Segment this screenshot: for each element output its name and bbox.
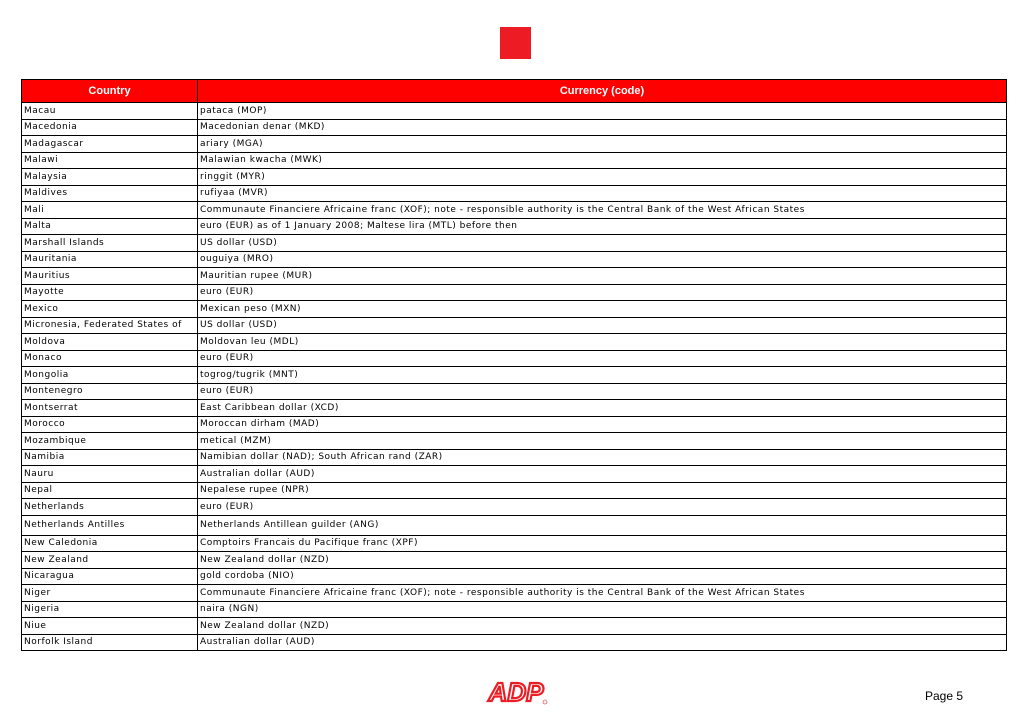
currency-cell: Mexican peso (MXN) — [198, 301, 1007, 318]
country-cell: Madagascar — [22, 136, 198, 153]
currency-cell: Nepalese rupee (NPR) — [198, 482, 1007, 499]
country-cell: Nepal — [22, 482, 198, 499]
country-cell: Moldova — [22, 334, 198, 351]
country-cell: Mauritius — [22, 268, 198, 285]
country-cell: Mongolia — [22, 367, 198, 384]
table-row — [22, 350, 1007, 367]
currency-cell: gold cordoba (NIO) — [198, 568, 1007, 585]
currency-table-container — [21, 79, 1006, 651]
table-row — [22, 119, 1007, 136]
table-body — [22, 103, 1007, 651]
table-row — [22, 136, 1007, 153]
country-cell: Macau — [22, 103, 198, 120]
country-cell: Namibia — [22, 449, 198, 466]
country-cell: Mali — [22, 202, 198, 219]
currency-cell: ringgit (MYR) — [198, 169, 1007, 186]
table-row — [22, 367, 1007, 384]
country-cell: Micronesia, Federated States of — [22, 317, 198, 334]
country-cell: Malaysia — [22, 169, 198, 186]
table-row — [22, 202, 1007, 219]
table-row — [22, 433, 1007, 450]
currency-cell: ariary (MGA) — [198, 136, 1007, 153]
table-row — [22, 499, 1007, 516]
table-row — [22, 416, 1007, 433]
country-cell: Maldives — [22, 185, 198, 202]
table-row — [22, 334, 1007, 351]
currency-cell: togrog/tugrik (MNT) — [198, 367, 1007, 384]
currency-cell: Netherlands Antillean guilder (ANG) — [198, 515, 1007, 535]
currency-cell: naira (NGN) — [198, 601, 1007, 618]
country-cell: Nauru — [22, 466, 198, 483]
currency-cell: New Zealand dollar (NZD) — [198, 552, 1007, 569]
table-row — [22, 251, 1007, 268]
table-row — [22, 449, 1007, 466]
country-cell: Mexico — [22, 301, 198, 318]
currency-cell: Mauritian rupee (MUR) — [198, 268, 1007, 285]
table-row — [22, 185, 1007, 202]
currency-cell: pataca (MOP) — [198, 103, 1007, 120]
table-row — [22, 152, 1007, 169]
currency-cell: Australian dollar (AUD) — [198, 634, 1007, 651]
currency-cell: ouguiya (MRO) — [198, 251, 1007, 268]
table-row — [22, 568, 1007, 585]
table-row — [22, 268, 1007, 285]
table-row — [22, 383, 1007, 400]
currency-cell: Moroccan dirham (MAD) — [198, 416, 1007, 433]
country-cell: New Zealand — [22, 552, 198, 569]
page-number: Page 5 — [925, 689, 964, 703]
currency-cell: Moldovan leu (MDL) — [198, 334, 1007, 351]
country-cell: Malta — [22, 218, 198, 235]
currency-cell: East Caribbean dollar (XCD) — [198, 400, 1007, 417]
brand-square — [500, 27, 531, 59]
country-cell: Macedonia — [22, 119, 198, 136]
table-row — [22, 482, 1007, 499]
currency-table — [21, 79, 1007, 651]
currency-cell: euro (EUR) as of 1 January 2008; Maltese lira (MTL) before then — [198, 218, 1007, 235]
currency-cell: US dollar (USD) — [198, 235, 1007, 252]
country-cell: Netherlands Antilles — [22, 515, 198, 535]
table-header-row — [22, 80, 1007, 103]
country-cell: Montenegro — [22, 383, 198, 400]
currency-cell: Communaute Financiere Africaine franc (XOF); note - responsible authority is the Central Bank of the West African States — [198, 202, 1007, 219]
currency-cell: Comptoirs Francais du Pacifique franc (XPF) — [198, 535, 1007, 552]
table-row — [22, 634, 1007, 651]
table-row — [22, 618, 1007, 635]
svg-text:ADP: ADP — [488, 677, 544, 706]
country-cell: Niue — [22, 618, 198, 635]
table-row — [22, 317, 1007, 334]
currency-cell: euro (EUR) — [198, 284, 1007, 301]
country-cell: Netherlands — [22, 499, 198, 516]
table-row — [22, 400, 1007, 417]
country-cell: Norfolk Island — [22, 634, 198, 651]
table-row — [22, 515, 1007, 535]
table-row — [22, 535, 1007, 552]
country-cell: Niger — [22, 585, 198, 602]
header-currency: Currency (code) — [198, 80, 1007, 103]
table-row — [22, 466, 1007, 483]
currency-cell: Communaute Financiere Africaine franc (XOF); note - responsible authority is the Central Bank of the West African States — [198, 585, 1007, 602]
table-row — [22, 301, 1007, 318]
table-row — [22, 218, 1007, 235]
country-cell: Malawi — [22, 152, 198, 169]
currency-cell: rufiyaa (MVR) — [198, 185, 1007, 202]
currency-cell: metical (MZM) — [198, 433, 1007, 450]
currency-cell: US dollar (USD) — [198, 317, 1007, 334]
currency-cell: Malawian kwacha (MWK) — [198, 152, 1007, 169]
table-row — [22, 284, 1007, 301]
header-country: Country — [22, 80, 198, 103]
country-cell: Nigeria — [22, 601, 198, 618]
country-cell: Mozambique — [22, 433, 198, 450]
table-row — [22, 169, 1007, 186]
table-row — [22, 235, 1007, 252]
table-row — [22, 601, 1007, 618]
country-cell: Monaco — [22, 350, 198, 367]
currency-cell: Namibian dollar (NAD); South African rand (ZAR) — [198, 449, 1007, 466]
table-row — [22, 552, 1007, 569]
currency-cell: euro (EUR) — [198, 383, 1007, 400]
currency-cell: euro (EUR) — [198, 499, 1007, 516]
country-cell: Nicaragua — [22, 568, 198, 585]
country-cell: Marshall Islands — [22, 235, 198, 252]
country-cell: Montserrat — [22, 400, 198, 417]
currency-cell: euro (EUR) — [198, 350, 1007, 367]
currency-cell: Macedonian denar (MKD) — [198, 119, 1007, 136]
country-cell: Morocco — [22, 416, 198, 433]
country-cell: Mauritania — [22, 251, 198, 268]
country-cell: Mayotte — [22, 284, 198, 301]
adp-logo — [483, 676, 549, 706]
table-row — [22, 103, 1007, 120]
table-row — [22, 585, 1007, 602]
currency-cell: New Zealand dollar (NZD) — [198, 618, 1007, 635]
currency-cell: Australian dollar (AUD) — [198, 466, 1007, 483]
country-cell: New Caledonia — [22, 535, 198, 552]
